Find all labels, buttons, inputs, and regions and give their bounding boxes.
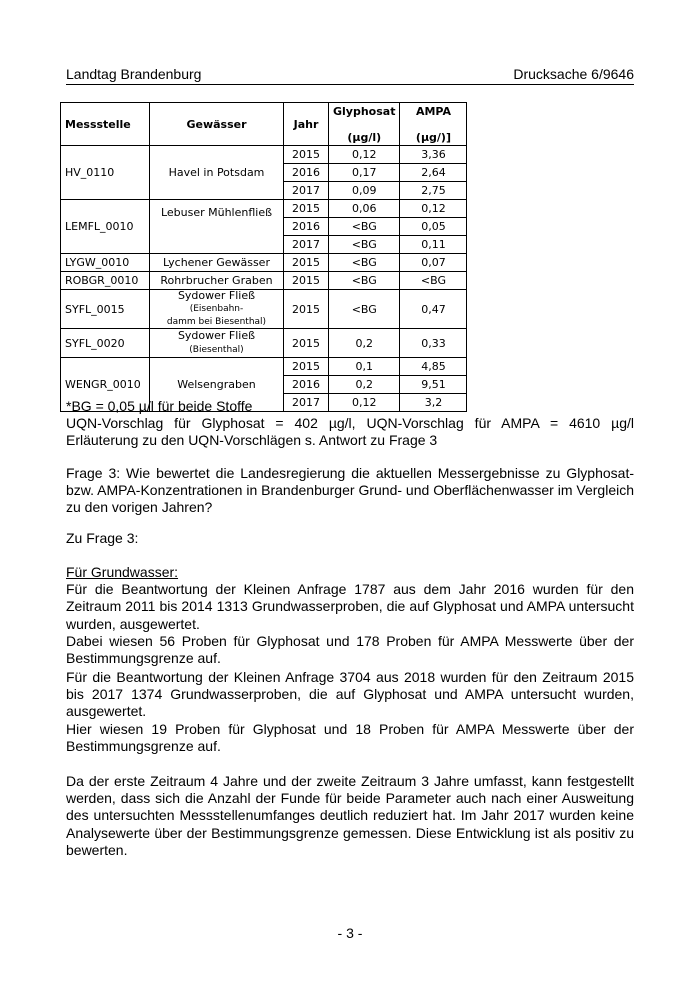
cell-jahr: 2015	[284, 254, 329, 272]
cell-glyphosat: 0,17	[329, 164, 400, 182]
cell-glyphosat: <BG	[329, 236, 400, 254]
page-header	[66, 66, 634, 85]
paragraph: Da der erste Zeitraum 4 Jahre und der zweite Zeitraum 3 Jahre umfasst, kann festgestellt werden, dass sich die Anzahl der Funde für beide Parameter auch nach einer Ausweitung des untersuchten Messstellenumfanges deutlich reduziert hat. Im Jahr 2017 wurden keine Analysewerte über der Bestimmungsgrenze gemessen. Diese Entwicklung ist als positiv zu bewerten.	[66, 773, 634, 858]
groundwater-section-2	[66, 669, 634, 755]
cell-messstelle: SYFL_0020	[61, 329, 150, 358]
answer-3-heading: Zu Frage 3:	[66, 530, 139, 546]
table-row	[61, 146, 467, 164]
cell-glyphosat: 0,09	[329, 182, 400, 200]
table-row	[61, 272, 467, 290]
paragraph: Dabei wiesen 56 Proben für Glyphosat und 178 Proben für AMPA Messwerte über der Bestimmungsgrenze auf.	[66, 632, 634, 667]
cell-jahr: 2017	[284, 236, 329, 254]
cell-ampa: 3,36	[400, 146, 467, 164]
cell-glyphosat: 0,1	[329, 358, 400, 376]
cell-glyphosat: 0,12	[329, 146, 400, 164]
cell-ampa: 9,51	[400, 376, 467, 394]
table-row	[61, 254, 467, 272]
cell-gewaesser	[150, 290, 284, 329]
paragraph: Hier wiesen 19 Proben für Glyphosat und 18 Proben für AMPA Messwerte über der Bestimmungsgrenze auf.	[66, 720, 634, 754]
cell-messstelle: LYGW_0010	[61, 254, 150, 272]
cell-ampa: 2,64	[400, 164, 467, 182]
note-bg: *BG = 0,05 µ/l für beide Stoffe	[66, 398, 253, 414]
header-glyphosat-unit: (µg/l)	[347, 130, 382, 144]
cell-gewaesser-note: (Biesenthal)	[189, 345, 244, 355]
header-glyphosat	[329, 103, 400, 146]
cell-jahr: 2016	[284, 164, 329, 182]
header-ampa-label: AMPA	[415, 104, 451, 118]
page-number: - 3 -	[337, 925, 363, 941]
cell-gewaesser	[150, 329, 284, 358]
cell-jahr: 2015	[284, 272, 329, 290]
measurement-table	[60, 102, 467, 412]
table-row	[61, 358, 467, 376]
header-glyphosat-label: Glyphosat	[333, 104, 396, 118]
cell-gewaesser-name: Sydower Fließ	[177, 289, 256, 302]
paragraph: Für die Beantwortung der Kleinen Anfrage 1787 aus dem Jahr 2016 wurden für den Zeitraum 2011 bis 2014 1313 Grundwasserproben, die auf Glyphosat und AMPA untersucht wurden, ausgewertet.	[66, 581, 634, 632]
cell-gewaesser: Lychener Gewässer	[150, 254, 284, 272]
header-messstelle: Messstelle	[61, 103, 150, 146]
cell-ampa: 0,07	[400, 254, 467, 272]
header-right: Drucksache 6/9646	[513, 66, 634, 82]
cell-jahr: 2015	[284, 146, 329, 164]
cell-jahr: 2016	[284, 218, 329, 236]
cell-glyphosat: <BG	[329, 254, 400, 272]
cell-glyphosat: 0,2	[329, 329, 400, 358]
header-gewaesser: Gewässer	[150, 103, 284, 146]
cell-glyphosat: 0,06	[329, 200, 400, 218]
cell-glyphosat: <BG	[329, 218, 400, 236]
groundwater-heading: Für Grundwasser:	[66, 564, 179, 580]
cell-jahr: 2015	[284, 358, 329, 376]
cell-ampa: 2,75	[400, 182, 467, 200]
cell-gewaesser-note: (Eisenbahn-	[189, 304, 244, 314]
table-header-row	[61, 103, 467, 146]
cell-gewaesser: Welsengraben	[150, 358, 284, 412]
cell-ampa: 0,47	[400, 290, 467, 329]
question-3: Frage 3: Wie bewertet die Landesregierung die aktuellen Messergebnisse zu Glyphosat- bzw. AMPA-Konzentrationen in Brandenburger Grund- und Oberflächenwasser im Vergleich zu den vorigen Jahren?	[66, 465, 634, 516]
groundwater-section	[66, 564, 634, 667]
cell-ampa: <BG	[400, 272, 467, 290]
header-left: Landtag Brandenburg	[66, 66, 202, 82]
cell-ampa: 0,33	[400, 329, 467, 358]
table-row	[61, 329, 467, 358]
cell-ampa: 0,05	[400, 218, 467, 236]
header-ampa	[400, 103, 467, 146]
table-row	[61, 290, 467, 329]
header-ampa-unit: (µg/)]	[415, 130, 451, 144]
cell-messstelle: SYFL_0015	[61, 290, 150, 329]
cell-glyphosat: 0,2	[329, 376, 400, 394]
cell-jahr: 2016	[284, 376, 329, 394]
cell-gewaesser: Havel in Potsdam	[150, 146, 284, 200]
cell-messstelle: LEMFL_0010	[61, 200, 150, 254]
cell-messstelle: WENGR_0010	[61, 358, 150, 412]
cell-gewaesser: Rohrbrucher Graben	[150, 272, 284, 290]
cell-ampa: 4,85	[400, 358, 467, 376]
cell-gewaesser-name: Sydower Fließ	[177, 329, 256, 342]
header-jahr: Jahr	[284, 103, 329, 146]
cell-jahr: 2015	[284, 329, 329, 358]
cell-glyphosat: <BG	[329, 290, 400, 329]
cell-gewaesser-note: damm bei Biesenthal)	[166, 317, 267, 327]
cell-gewaesser: Lebuser Mühlenfließ	[150, 200, 284, 254]
cell-jahr: 2017	[284, 394, 329, 412]
cell-jahr: 2017	[284, 182, 329, 200]
table-notes	[66, 398, 634, 450]
cell-glyphosat: 0,12	[329, 394, 400, 412]
note-uqn: UQN-Vorschlag für Glyphosat = 402 µg/l, UQN-Vorschlag für AMPA = 4610 µg/l	[66, 415, 634, 432]
note-erlaeuterung: Erläuterung zu den UQN-Vorschlägen s. Antwort zu Frage 3	[66, 432, 438, 449]
cell-ampa: 3,2	[400, 394, 467, 412]
cell-jahr: 2015	[284, 200, 329, 218]
cell-jahr: 2015	[284, 290, 329, 329]
table-row	[61, 200, 467, 218]
cell-ampa: 0,11	[400, 236, 467, 254]
cell-glyphosat: <BG	[329, 272, 400, 290]
cell-messstelle: ROBGR_0010	[61, 272, 150, 290]
paragraph: Für die Beantwortung der Kleinen Anfrage 3704 aus 2018 wurden für den Zeitraum 2015 bis 2017 1374 Grundwasserproben, die auf Glyphosat und AMPA untersucht wurden, ausgewertet.	[66, 669, 634, 720]
cell-messstelle: HV_0110	[61, 146, 150, 200]
cell-ampa: 0,12	[400, 200, 467, 218]
